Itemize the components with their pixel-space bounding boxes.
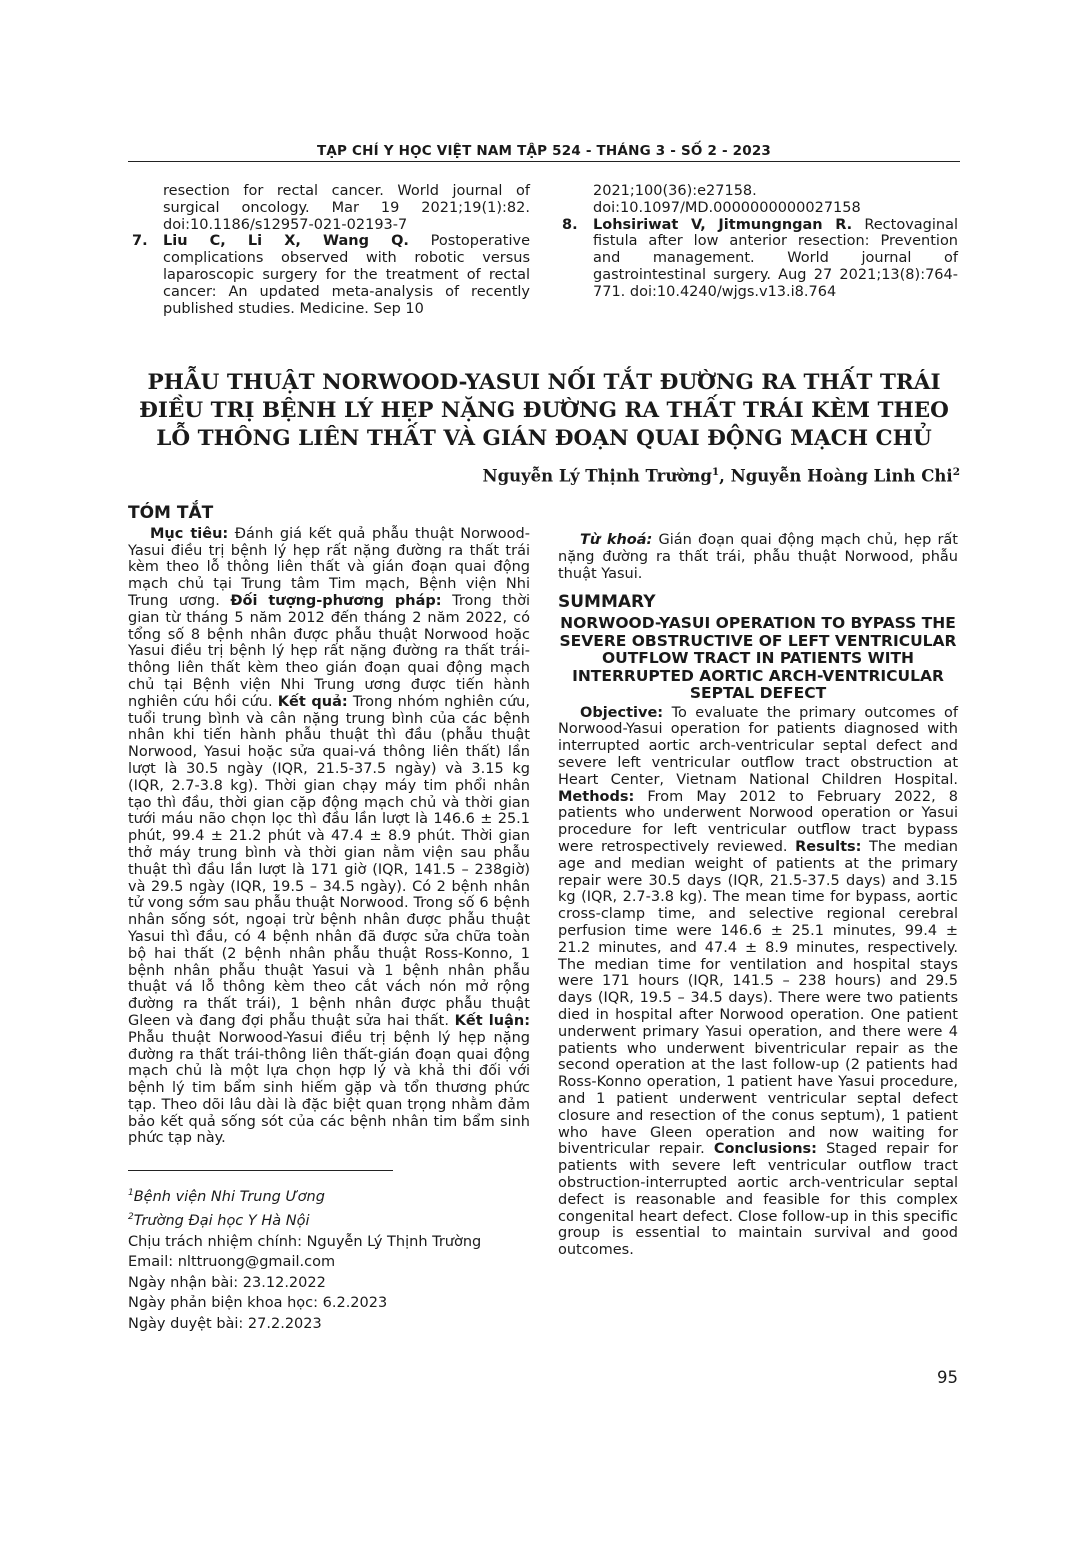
footnotes: [128, 1183, 481, 1334]
affiliation-marker: 2: [952, 466, 960, 478]
keywords-text: Gián đoạn quai động mạch chủ, hẹp rất nặng đường ra thất trái, phẫu thuật Norwood, phẫu thuật Yasui.: [558, 532, 958, 582]
references-left: [128, 183, 530, 317]
title-line: PHẪU THUẬT NORWOOD-YASUI NỐI TẮT ĐƯỜNG RA THẤT TRÁI: [147, 370, 941, 395]
label-methods: Đối tượng-phương pháp:: [230, 592, 442, 609]
received-date: Ngày nhận bài: 23.12.2022: [128, 1274, 326, 1291]
label-results: Results:: [795, 839, 862, 856]
keywords-paragraph: [558, 532, 958, 582]
reference-authors: Liu C, Li X, Wang Q.: [163, 233, 409, 250]
label-methods: Methods:: [558, 788, 635, 805]
label-keywords: Từ khoá:: [580, 532, 653, 548]
affiliation-text: Trường Đại học Y Hà Nội: [133, 1213, 310, 1230]
section-heading: SUMMARY: [558, 592, 656, 613]
accepted-date: Ngày duyệt bài: 27.2.2023: [128, 1315, 322, 1332]
affiliation-2: [128, 1207, 481, 1231]
references-right: [558, 183, 958, 301]
reference-item-7: [128, 233, 530, 317]
footnote-divider: [128, 1170, 393, 1171]
reference-text: resection for rectal cancer. World journal of surgical oncology. Mar 19 2021;19(1):82. doi:10.1186/s12957-021-02193-7: [163, 183, 530, 233]
objective-text: To evaluate the primary outcomes of Norwood-Yasui operation for patients diagnosed with interrupted aortic arch-ventricular septal defect and severe left ventricular outflow tract obstruction at Heart Center, Vietnam National Children Hospital.: [558, 704, 958, 788]
summary-paragraph: [558, 705, 958, 1259]
abstract-vietnamese: [128, 505, 530, 1147]
author-name: Nguyễn Hoàng Linh Chi: [730, 466, 953, 486]
results-text: Trong nhóm nghiên cứu, tuổi trung bình và cân nặng trung bình của các bệnh nhân khi tiến hành phẫu thuật thì đầu (phẫu thuật Norwood, Yasui hoặc sửa quai-vá thông liên thất) lần lượt là 30.5 ngày (IQR, 21.5-37.5 ngày) và 3.15 kg (IQR, 2.7-3.8 kg). Thời gian chạy máy tim phổi nhân tạo thì đầu, thời gian cặp động mạch chủ và thời gian tưới máu não chọn lọc thì đầu lần lượt là 146.6 ± 25.1 phút, 99.4 ± 21.2 phút và 47.4 ± 8.9 phút. Thời gian thở máy trung bình và thời gian nằm viện sau phẫu thuật thì đầu lần lượt là 171 giờ (IQR, 141.5 – 238giờ) và 29.5 ngày (IQR, 19.5 – 34.5 ngày). Có 2 bệnh nhân tử vong sớm sau phẫu thuật Norwood. Trong số 6 bệnh nhân sống sót, ngoại trừ bệnh nhân được phẫu thuật Yasui thì đầu, có 4 bệnh nhân đã được sửa chữa toàn bộ hai thất (2 bệnh nhân phẫu thuật Ross-Konno, 1 bệnh nhân phẫu thuật Yasui và 1 bệnh nhân phẫu thuật vá lỗ thông kèm theo cắt vách nón mở rộng đường ra thất trái), 1 bệnh nhân được phẫu thuật Gleen và đang đợi phẫu thuật sửa hai thất.: [128, 693, 530, 1029]
abstract-english-column: [558, 498, 958, 1259]
reference-text: Postoperative complications observed with robotic versus laparoscopic surgery for the treatment of rectal cancer: An updated meta-analysis of recently published studies. Medicine. Sep 10: [163, 233, 530, 317]
affiliation-marker: 2: [128, 1212, 134, 1223]
author-list: [482, 466, 960, 486]
reference-authors: Lohsiriwat V, Jitmungngan R.: [593, 216, 853, 233]
affiliation-text: Bệnh viện Nhi Trung Ương: [133, 1188, 325, 1205]
author-separator: ,: [719, 466, 731, 486]
methods-text: From May 2012 to February 2022, 8 patients who underwent Norwood operation or Yasui procedure for left ventricular outflow tract bypass were retrospectively reviewed.: [558, 788, 958, 856]
email: Email: nlttruong@gmail.com: [128, 1254, 336, 1271]
title-line: ĐIỀU TRỊ BỆNH LÝ HẸP NẶNG ĐƯỜNG RA THẤT TRÁI KÈM THEO: [139, 398, 949, 423]
review-date: Ngày phản biện khoa học: 6.2.2023: [128, 1295, 388, 1312]
label-results: Kết quả:: [277, 693, 348, 710]
title-line: LỖ THÔNG LIÊN THẤT VÀ GIÁN ĐOẠN QUAI ĐỘNG MẠCH CHỦ: [156, 426, 932, 451]
reference-text: 2021;100(36):e27158. doi:10.1097/MD.0000000000027158: [593, 183, 861, 216]
label-objective: Mục tiêu:: [150, 525, 229, 542]
journal-header: TẠP CHÍ Y HỌC VIỆT NAM TẬP 524 - THÁNG 3 - SỐ 2 - 2023: [316, 143, 772, 159]
article-title: [128, 369, 960, 453]
corresponding-author: Chịu trách nhiệm chính: Nguyễn Lý Thịnh Trường: [128, 1233, 482, 1250]
reference-number: 8.: [562, 216, 578, 233]
continuation-spacer: [558, 498, 958, 532]
header-divider: [128, 161, 960, 162]
conclusion-text: Staged repair for patients with severe left ventricular outflow tract obstruction-interrupted aortic arch-ventricular septal defect is reasonable and feasible for this complex congenital heart defect. Close follow-up in this specific group is essential to maintain survival and good outcomes.: [558, 1141, 959, 1259]
objective-text: Đánh giá kết quả phẫu thuật Norwood-Yasui điều trị bệnh lý hẹp rất nặng đường ra thất trái kèm theo lỗ thông liên thất và gián đoạn quai động mạch chủ tại Trung tâm Tim mạch, Bệnh viện Nhi Trung ương.: [128, 525, 530, 609]
section-heading: TÓM TẮT: [128, 503, 214, 523]
author-name: Nguyễn Lý Thịnh Trường: [482, 466, 712, 486]
abstract-paragraph: [128, 526, 530, 1147]
results-text: The median age and median weight of patients at the primary repair were 30.5 days (IQR, 21.5-37.5 days) and 3.15 kg (IQR, 2.7-3.8 kg). The mean time for bypass, aortic cross-clamp time, and selective regional cerebral perfusion time were 146.6 ± 25.1 minutes, 99.4 ± 21.2 minutes, and 47.4 ± 8.9 minutes, respectively. The median time for ventilation and hospital stays were 171 hours (IQR, 141.5 – 238 hours) and 29.5 days (IQR, 19.5 – 34.5 days). There were two patients died in hospital after Norwood operation. One patient underwent primary Yasui operation, and there were 4 patients who underwent biventricular repair as the second operation at the last follow-up (2 patients had Ross-Konno operation, 1 patient have Yasui procedure, and 1 patient underwent ventricular septal defect closure and resection of the conus septum), 1 patient who have Gleen operation and now waiting for biventricular repair.: [558, 839, 958, 1158]
reference-continuation: [128, 183, 530, 233]
page-number: 95: [937, 1368, 958, 1387]
affiliation-1: [128, 1183, 481, 1207]
label-conclusion: Kết luận:: [454, 1012, 531, 1029]
affiliation-marker: 1: [128, 1188, 134, 1198]
reference-number: 7.: [132, 233, 148, 250]
reference-continuation: [558, 183, 958, 217]
affiliation-marker: 1: [711, 466, 720, 478]
label-conclusion: Conclusions:: [713, 1141, 817, 1158]
reference-item-8: [558, 217, 958, 301]
conclusion-text: Phẫu thuật Norwood-Yasui điều trị bệnh lý hẹp nặng đường ra thất trái-thông liên thất-gián đoạn quai động mạch chủ là một lựa chọn hợp lý và khả thi đối với bệnh lý tim bẩm sinh hiếm gặp và tổn thương phức tạp. Theo dõi lâu dài là đặc biệt quan trọng nhằm đảm bảo kết quả sống sót của các bệnh nhân tim bẩm sinh phức tạp này.: [128, 1029, 530, 1147]
label-objective: Objective:: [580, 704, 664, 721]
reference-text: Rectovaginal fistula after low anterior resection: Prevention and management. World journal of gastrointestinal surgery. Aug 27 2021;13(8):764-771. doi:10.4240/wjgs.v13.i8.764: [593, 216, 959, 300]
english-title: NORWOOD-YASUI OPERATION TO BYPASS THE SEVERE OBSTRUCTIVE OF LEFT VENTRICULAR OUTFLOW TRACT IN PATIENTS WITH INTERRUPTED AORTIC ARCH-VENTRICULAR SEPTAL DEFECT: [559, 614, 957, 703]
methods-text: Trong thời gian từ tháng 5 năm 2012 đến tháng 2 năm 2022, có tổng số 8 bệnh nhân được phẫu thuật Norwood hoặc Yasui điều trị bệnh lý hẹp rất nặng đường ra thất trái-thông liên thất kèm theo gián đoạn quai động mạch chủ tại Bệnh viện Nhi Trung ương được tiến hành nghiên cứu hồi cứu.: [128, 592, 530, 710]
